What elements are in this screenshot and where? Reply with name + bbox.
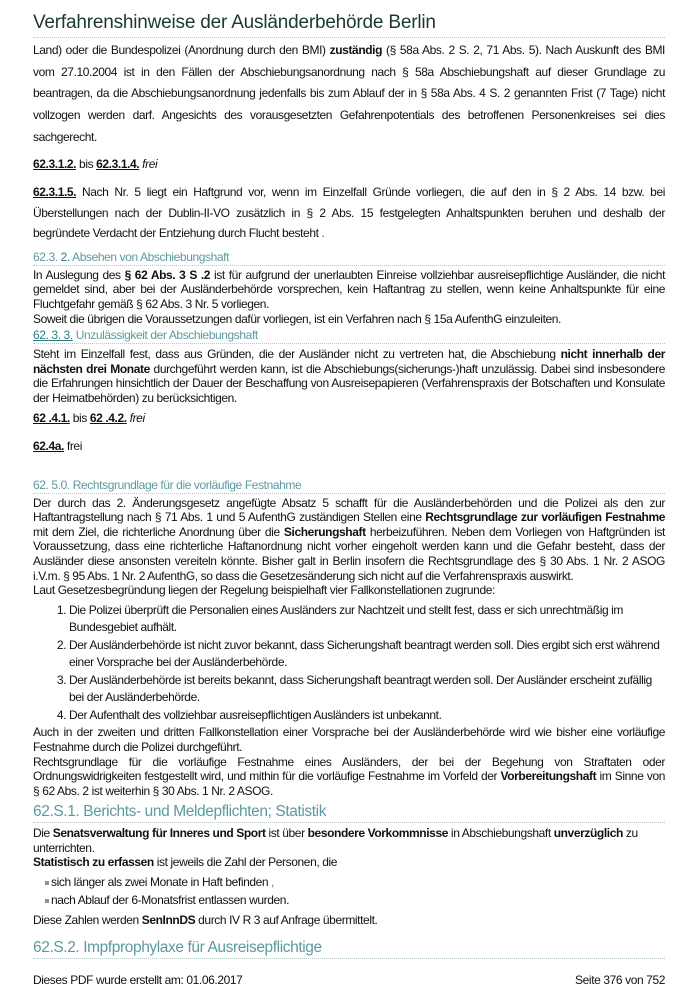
bold-text: unverzüglich xyxy=(553,826,623,841)
text-segment: In Auslegung des xyxy=(33,267,125,282)
text-segment: . xyxy=(321,226,325,241)
text-segment: herbeizuführen. Neben dem Vorliegen von Haftgründen ist Voraussetzung, dass eine richterliche Haftanordnung nicht vorher eingeholt werden kann und die Gefahr besteht, dass der Ausländer diese ansonsten vereiteln könnte. Bisher galt in Berlin insofern die Rechtsgrundlage des § 30 Abs. 1 Nr. 2 ASOG i.V.m. § 95 Abs. 1 Nr. 2 AufenthG, so dass die Gesetzesänderung sich nicht auf die Verfahrenspraxis auswirkt. xyxy=(33,524,665,583)
text-segment: Die xyxy=(33,826,53,841)
paragraph xyxy=(33,725,665,754)
text-segment: ist über xyxy=(265,826,308,841)
text-segment: Steht im Einzelfall fest, dass aus Gründen, die der Ausländer nicht zu vertreten hat, die Abschiebung xyxy=(33,347,561,362)
text-segment: Laut Gesetzesbegründung liegen der Regelung beispielhaft vier Fallkonstellationen zugrunde: xyxy=(33,583,495,598)
text-segment: durch IV R 3 auf Anfrage übermittelt. xyxy=(195,913,378,928)
section-62-3-1-5 xyxy=(33,182,665,244)
text-segment: (§ 58a Abs. 2 S. 2, 71 Abs. 5). Nach Auskunft des BMI vom 27.10.2004 ist in den Fällen der Abschiebungsanordnung nach § 58a Abschiebungshaft auf dieser Grundlage zu beantragen, da die Abschiebungsanordnung jedenfalls bis zum Ablauf der in § 58a Abs. 4 S. 2 genannten Frist (7 Tage) nicht vollzogen werden darf. Angesichts des vorausgesetzten Gefahrenpotentials des betroffenen Personenkreises sei dies sachgerecht. xyxy=(33,43,665,144)
case-item: 3. Der Ausländerbehörde ist bereits bekannt, dass Sicherungshaft beantragt werden soll. Der Ausländer erscheint zufällig bei der Ausländerbehörde. xyxy=(69,672,665,707)
paragraph xyxy=(33,755,665,799)
case-item: 2. Der Ausländerbehörde ist nicht zuvor bekannt, dass Sicherungshaft beantragt werden soll. Dies ergibt sich erst während einer Vorsprache bei der Ausländerbehörde. xyxy=(69,637,665,672)
page-number: Seite 376 von 752 xyxy=(575,972,665,987)
bold-text: Statistisch zu erfassen xyxy=(33,855,154,870)
section-reference[interactable]: 62.3.1.4. xyxy=(96,156,140,171)
text-segment: Soweit die übrigen die Voraussetzungen dafür vorliegen, ist ein Verfahren nach § 15a AufenthG einzuleiten. xyxy=(33,311,561,326)
bold-text: Sicherungshaft xyxy=(283,524,366,539)
paragraph xyxy=(33,496,665,584)
text-segment: durchgeführt werden kann, ist die Abschiebungs(sicherungs-)haft unzulässig. Dabei sind insbesondere die Erfahrungen hinsichtlich der Dauer der Beschaffung von Ausreisepapieren (Verfahrenspraxis der Botschaften und Konsulate der Heimatbehörden) zu berücksichtigen. xyxy=(33,361,665,405)
bold-text: Rechtsgrundlage zur vorläufigen Festnahme xyxy=(425,510,665,525)
heading-number[interactable]: 62. 3. 3. xyxy=(33,328,73,343)
text-segment: mit dem Ziel, die richterliche Anordnung über die xyxy=(33,524,284,539)
heading-text: Unzulässigkeit der Abschiebungshaft xyxy=(72,328,258,343)
section-ref-62-4a xyxy=(33,439,665,454)
case-item: 4. Der Aufenthalt des vollziehbar ausreisepflichtigen Ausländers ist unbekannt. xyxy=(69,707,665,725)
text-segment: frei xyxy=(129,411,145,426)
heading-62-S-2: 62.S.2. Impfprophylaxe für Ausreisepflichtige xyxy=(33,938,665,959)
text-segment: zu unterrichten. xyxy=(33,826,638,855)
text-segment: ist für aufgrund der unerlaubten Einreise vollziehbar ausreisepflichtige Ausländer, die nicht gemeldet sind, aber bei der Ausländerbehörde vorsprechen, kein Haftantrag zu stellen, wenn keine Anhaltspunkte für eine Fluchtgefahr gemäß § 62 Abs. 3 Nr. 5 vorliegen. xyxy=(33,267,666,311)
paragraph xyxy=(33,583,665,598)
text-segment: sich länger als zwei Monate in Haft befinden xyxy=(51,875,272,890)
section-reference[interactable]: 62 .4.2. xyxy=(89,411,127,426)
paragraph xyxy=(33,913,665,928)
bold-text: zuständig xyxy=(329,43,383,57)
bold-text: nicht innerhalb der nächsten drei Monate xyxy=(33,347,665,376)
heading-number: 2. xyxy=(60,249,70,264)
bold-text: SenInnDS xyxy=(141,913,196,928)
square-bullet-icon xyxy=(45,899,49,903)
section-ref-62-4-1 xyxy=(33,411,665,426)
bold-text: besondere Vorkommnisse xyxy=(307,826,448,841)
text-segment: in Abschiebungshaft xyxy=(448,826,554,841)
bullet-item xyxy=(33,891,665,909)
text-segment: Auch in der zweiten und dritten Fallkonstellation einer Vorsprache bei der Ausländerbehörde wird wie bisher eine vorläufige Festnahme durch die Polizei durchgeführt. xyxy=(33,725,665,754)
heading-62-3-3 xyxy=(33,328,665,344)
text-segment: frei xyxy=(63,439,82,454)
section-reference[interactable]: 62 .4.1. xyxy=(33,411,70,426)
heading-62-5-0: 62. 5.0. Rechtsgrundlage für die vorläufige Festnahme xyxy=(33,478,665,494)
section-reference[interactable]: 62.4a. xyxy=(33,439,64,454)
paragraph xyxy=(33,347,665,405)
text-segment: Der durch das 2. Änderungsgesetz angefügte Absatz 5 schafft für die Ausländerbehörden und die Polizei als den zur Haftantragstellung nach § 71 Abs. 1 und 5 AufenthG zuständigen Stellen eine xyxy=(33,495,665,525)
case-item: 1. Die Polizei überprüft die Personalien eines Ausländers zur Nachtzeit und stellt fest, dass er sich unrechtmäßig im Bundesgebiet aufhält. xyxy=(69,602,665,637)
heading-prefix: 62.3. xyxy=(33,249,61,264)
case-list xyxy=(33,602,665,725)
paragraph xyxy=(33,268,665,312)
paragraph xyxy=(33,312,665,327)
text-segment: frei xyxy=(142,156,158,171)
text-segment: im Sinne von § 62 Abs. 2 ist weiterhin § 30 Abs. 1 Nr. 2 ASOG. xyxy=(33,769,665,798)
section-ref-62-3-1-2 xyxy=(33,154,665,176)
section-reference[interactable]: 62.3.1.2. xyxy=(33,156,77,171)
text-segment: bis xyxy=(69,411,90,426)
text-segment: bis xyxy=(76,156,97,171)
creation-date: Dieses PDF wurde erstellt am: 01.06.2017 xyxy=(33,972,243,987)
case-ordered-list xyxy=(33,602,665,725)
bullet-item xyxy=(33,873,665,891)
bold-text: Senatsverwaltung für Inneres und Sport xyxy=(52,826,266,841)
text-segment: Rechtsgrundlage für die vorläufige Festnahme eines Ausländers, der bei der Begehung von Straftaten oder Ordnungswidrigkeiten festgestellt wird, und mithin für die vorläufige Festnahme im Vorfeld der xyxy=(33,754,665,784)
section-reference[interactable]: 62.3.1.5. xyxy=(33,185,77,200)
bullet-list xyxy=(33,873,665,909)
paragraph xyxy=(33,826,665,855)
heading-62-3-2 xyxy=(33,250,665,266)
text-segment: , xyxy=(271,875,275,890)
page-footer xyxy=(33,973,665,997)
text-segment: ist jeweils die Zahl der Personen, die xyxy=(153,855,338,870)
bold-text: Vorbereitungshaft xyxy=(500,769,597,784)
heading-text: Absehen von Abschiebungshaft xyxy=(69,249,230,264)
text-segment: Land) oder die Bundespolizei (Anordnung durch den BMI) xyxy=(33,43,330,57)
paragraph xyxy=(33,855,665,870)
page-title: Verfahrenshinweise der Ausländerbehörde Berlin xyxy=(33,11,665,38)
text-segment: Diese Zahlen werden xyxy=(33,913,142,928)
bold-text: § 62 Abs. 3 S .2 xyxy=(124,267,211,282)
text-segment: nach Ablauf der 6-Monatsfrist entlassen wurden. xyxy=(51,893,290,908)
square-bullet-icon xyxy=(45,881,49,885)
heading-62-S-1: 62.S.1. Berichts- und Meldepflichten; Statistik xyxy=(33,802,665,823)
paragraph xyxy=(33,40,665,149)
text-segment: Nach Nr. 5 liegt ein Haftgrund vor, wenn im Einzelfall Gründe vorliegen, die auf den in § 2 Abs. 14 bzw. bei Überstellungen nach der Dublin-II-VO zusätzlich in § 2 Abs. 15 festgelegten Anhaltspunkten beruhen und deshalb der begründete Verdacht der Entziehung durch Flucht besteht xyxy=(33,185,665,241)
